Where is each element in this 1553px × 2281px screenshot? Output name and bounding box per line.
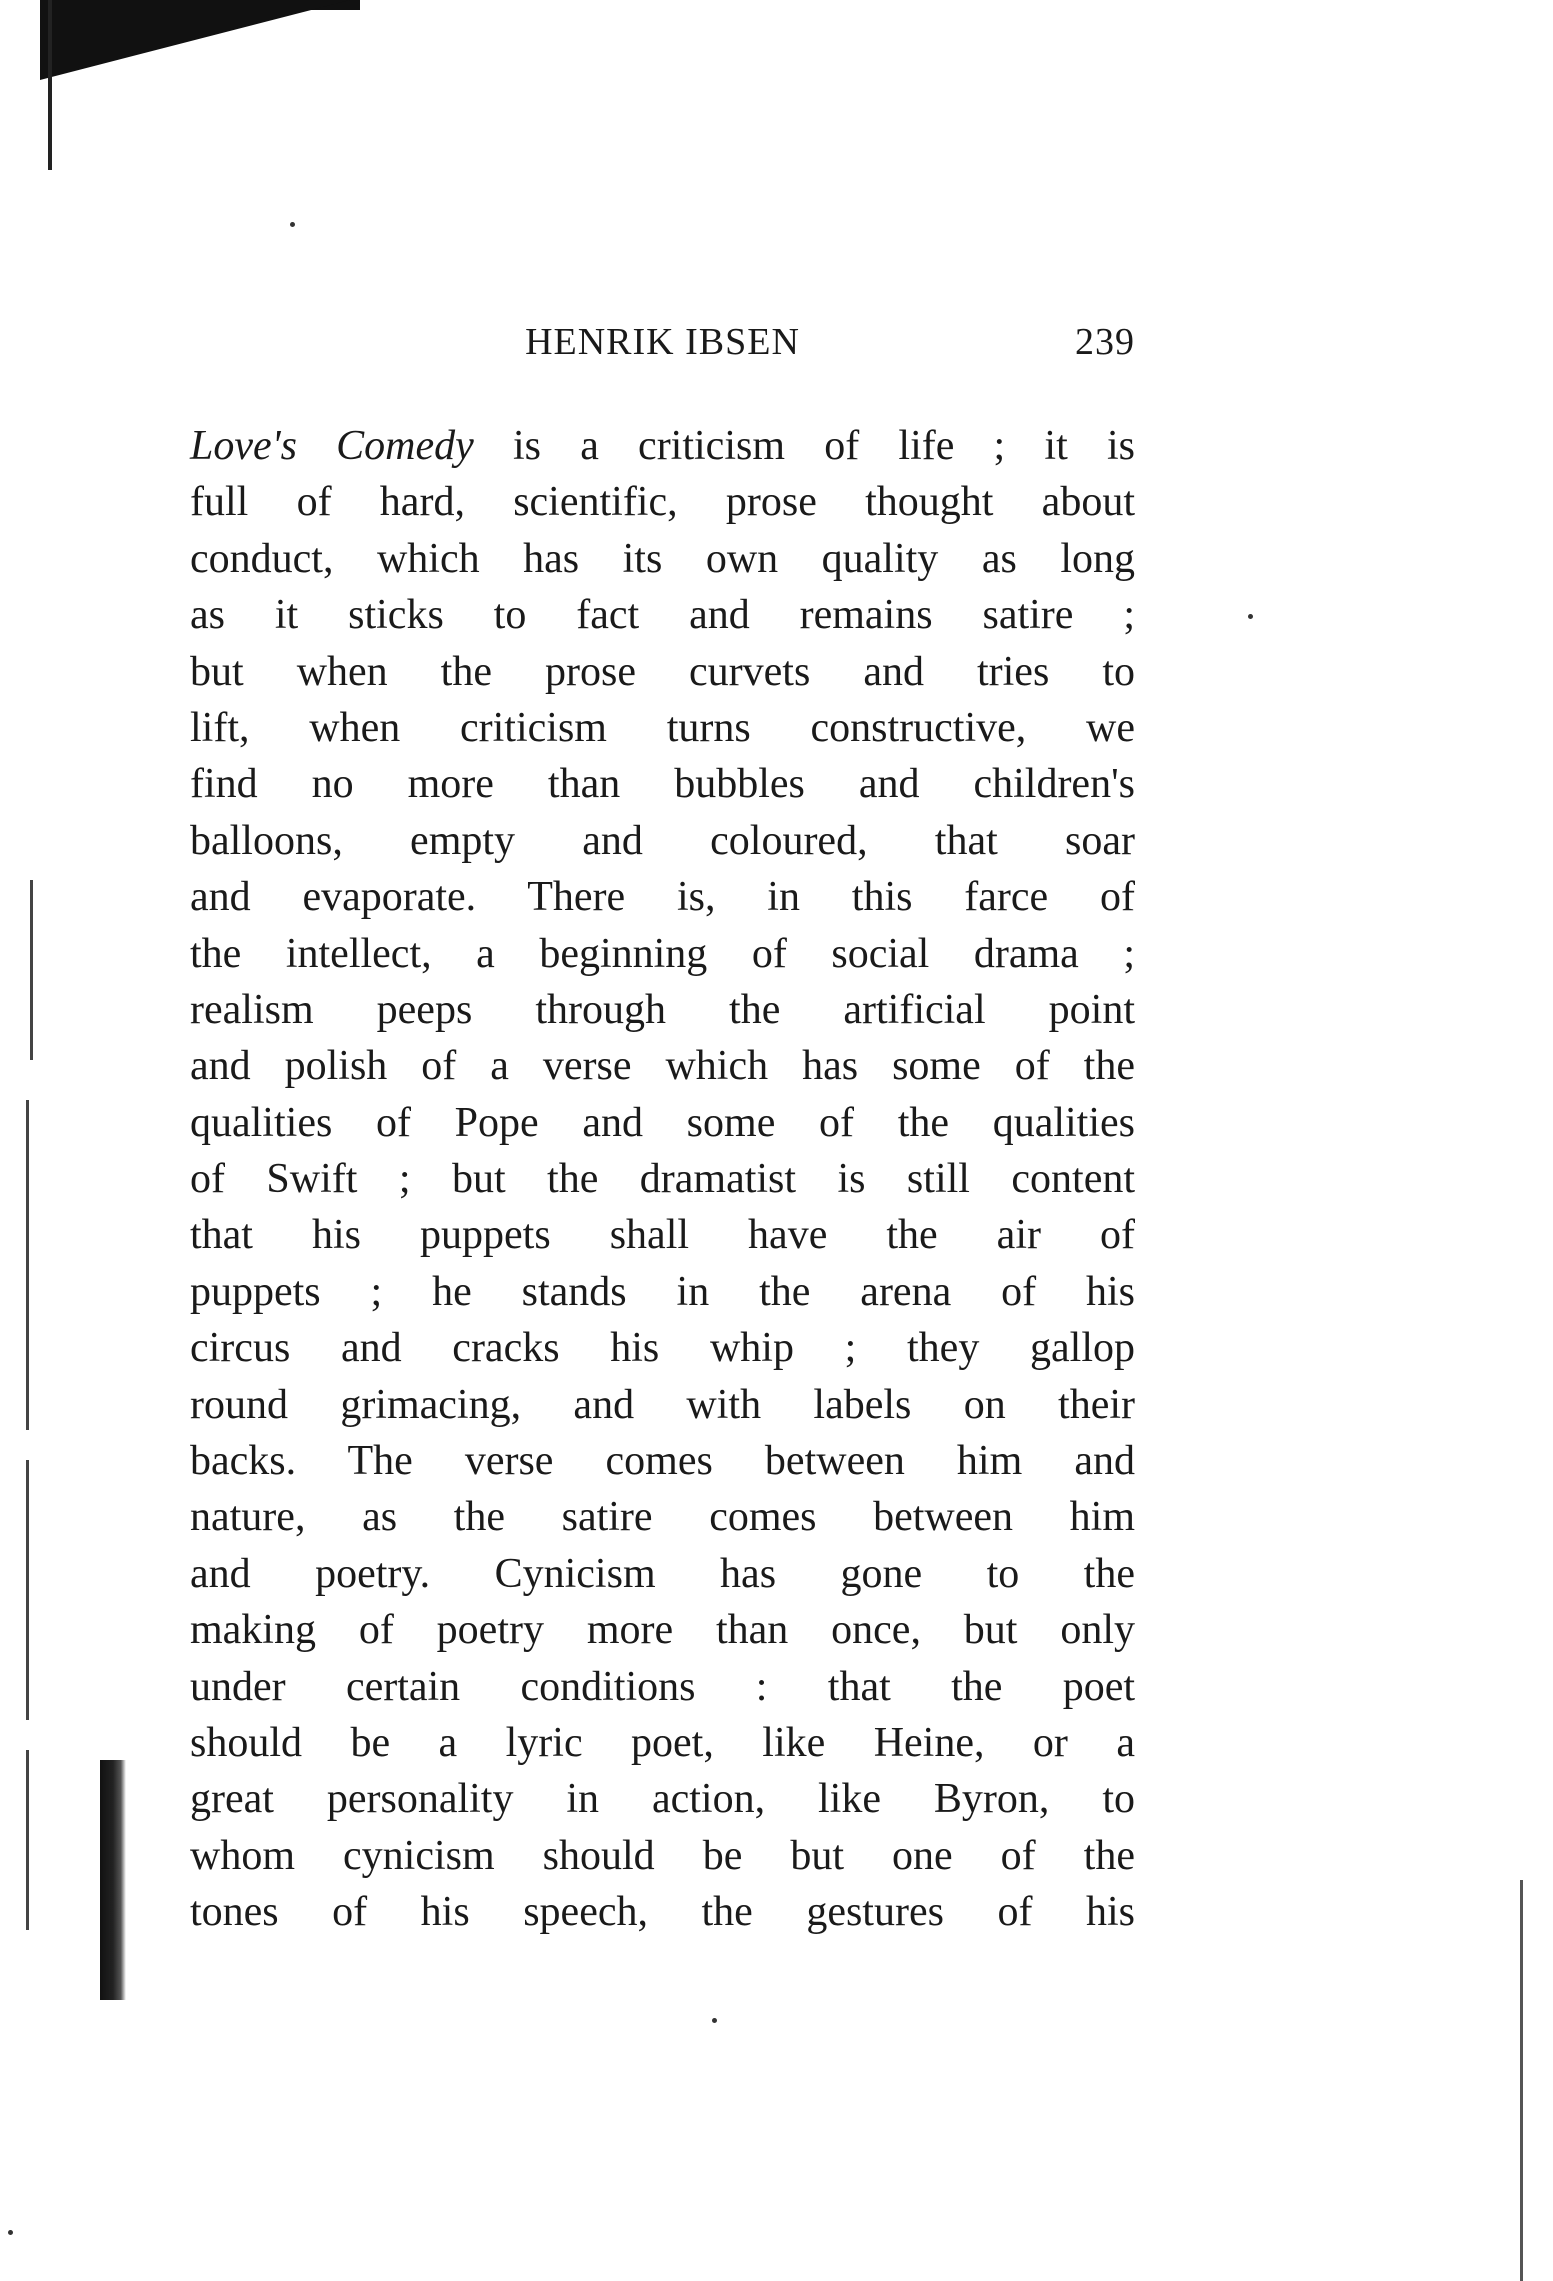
scan-corner-mark	[40, 0, 350, 80]
text-line: puppets ; he stands in the arena of his	[190, 1268, 1135, 1315]
text-line: and polish of a verse which has some of the	[190, 1043, 1135, 1090]
text-line: as it sticks to fact and remains satire ;	[190, 592, 1135, 639]
scan-right-rule	[1520, 1880, 1523, 2281]
text-line: that his puppets shall have the air of	[190, 1212, 1135, 1259]
text-line: circus and cracks his whip ; they gallop	[190, 1325, 1135, 1372]
title-italic: Love's Comedy	[190, 423, 474, 469]
text-line: realism peeps through the artificial point	[190, 986, 1135, 1033]
running-title: HENRIK IBSEN	[525, 321, 800, 363]
scan-dot	[712, 2018, 717, 2023]
text-line: conduct, which has its own quality as long	[190, 535, 1135, 582]
text-line: the intellect, a beginning of social drama ;	[190, 930, 1135, 977]
page-number: 239	[1075, 321, 1135, 363]
running-head	[190, 320, 1135, 380]
text-line: and poetry. Cynicism has gone to the	[190, 1550, 1135, 1597]
scan-dot	[8, 2230, 13, 2235]
text-line: round grimacing, and with labels on their	[190, 1381, 1135, 1428]
text-line: of Swift ; but the dramatist is still content	[190, 1156, 1135, 1203]
scan-smudge	[100, 1760, 126, 2000]
scan-dot	[1248, 614, 1253, 619]
scan-left-rule	[26, 1460, 29, 1720]
body-paragraph	[190, 418, 1135, 1941]
text-line: and evaporate. There is, in this farce of	[190, 874, 1135, 921]
book-page	[190, 320, 1135, 1941]
text-line: great personality in action, like Byron, to	[190, 1776, 1135, 1823]
text-line: balloons, empty and coloured, that soar	[190, 817, 1135, 864]
text-line: but when the prose curvets and tries to	[190, 648, 1135, 695]
text-line: find no more than bubbles and children's	[190, 761, 1135, 808]
text-line: making of poetry more than once, but only	[190, 1607, 1135, 1654]
scan-left-rule	[26, 1100, 29, 1430]
text-line: nature, as the satire comes between him	[190, 1494, 1135, 1541]
scan-dot	[290, 222, 295, 227]
text-line: whom cynicism should be but one of the	[190, 1832, 1135, 1879]
text-line-rest: is a criticism of life ; it is	[473, 423, 1135, 469]
scan-corner-line	[48, 0, 52, 170]
text-line: under certain conditions : that the poet	[190, 1663, 1135, 1710]
scan-left-rule	[26, 1750, 29, 1930]
text-line: should be a lyric poet, like Heine, or a	[190, 1719, 1135, 1766]
text-line: full of hard, scientific, prose thought about	[190, 479, 1135, 526]
scan-left-rule	[30, 880, 33, 1060]
text-line: lift, when criticism turns constructive, we	[190, 704, 1135, 751]
text-line	[190, 418, 1135, 474]
text-line: backs. The verse comes between him and	[190, 1438, 1135, 1485]
text-line: qualities of Pope and some of the qualities	[190, 1099, 1135, 1146]
text-line: tones of his speech, the gestures of his	[190, 1889, 1135, 1936]
